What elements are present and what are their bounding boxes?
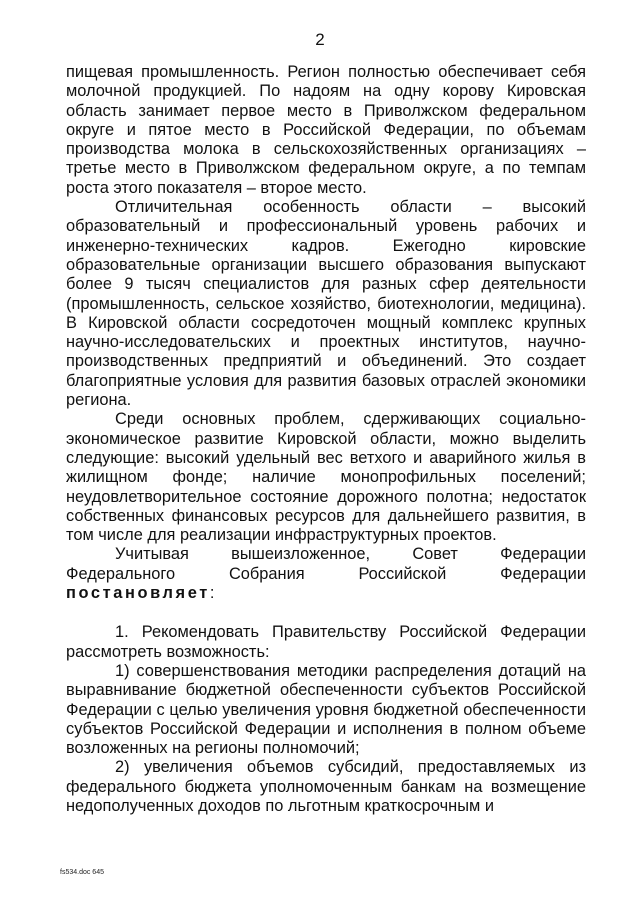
paragraph-problems: Среди основных проблем, сдерживающих социально-экономическое развитие Кировской области, можно выделить следующие: высокий удельный вес ветхого и аварийного жилья в жилищном фонде; наличие монопрофильных поселений; неудовлетворительное состояние дорожного полотна; недостаток собственных финансовых ресурсов для дальнейшего развития, в том числе для реализации инфраструктурных проектов. [66, 410, 586, 545]
paragraph-education: Отличительная особенность области – высокий образовательный и профессиональный уровень рабочих и инженерно-технических кадров. Ежегодно кировские образовательные организации высшего образования выпускают более 9 тысяч специалистов для разных сфер деятельности (промышленность, сельское хозяйство, биотехнологии, медицина). В Кировской области сосредоточен мощный комплекс крупных научно-исследовательских и проектных институтов, научно-производственных предприятий и объединений. Это создает благоприятные условия для развития базовых отраслей экономики региона. [66, 198, 586, 410]
document-body [66, 63, 586, 816]
item-1-subitem-2: 2) увеличения объемов субсидий, предоставляемых из федерального бюджета уполномоченным банкам на возмещение недополученных доходов по льготным краткосрочным и [66, 758, 586, 815]
resolution-lead: Учитывая вышеизложенное, Совет Федерации Федерального Собрания Российской Федерации [66, 545, 586, 583]
page-number: 2 [315, 30, 325, 49]
item-1: 1. Рекомендовать Правительству Российской Федерации рассмотреть возможность: [66, 623, 586, 661]
paragraph-resolution [66, 545, 586, 603]
resolution-keyword: постановляет [66, 584, 210, 603]
paragraph-continued: пищевая промышленность. Регион полностью обеспечивает себя молочной продукцией. По надоям на одну корову Кировская область занимает первое место в Приволжском федеральном округе и пятое место в Российской Федерации, по объемам производства молока в сельскохозяйственных организациях – третье место в Приволжском федеральном округе, а по темпам роста этого показателя – второе место. [66, 63, 586, 197]
resolution-colon: : [209, 584, 215, 603]
item-1-subitem-1: 1) совершенствования методики распределения дотаций на выравнивание бюджетной обеспеченности субъектов Российской Федерации с целью увеличения уровня бюджетной обеспеченности субъектов Российской Федерации и исполнения в полном объеме возложенных на регионы полномочий; [66, 661, 586, 758]
footer-file-ref: fs534.doc 645 [60, 869, 104, 876]
